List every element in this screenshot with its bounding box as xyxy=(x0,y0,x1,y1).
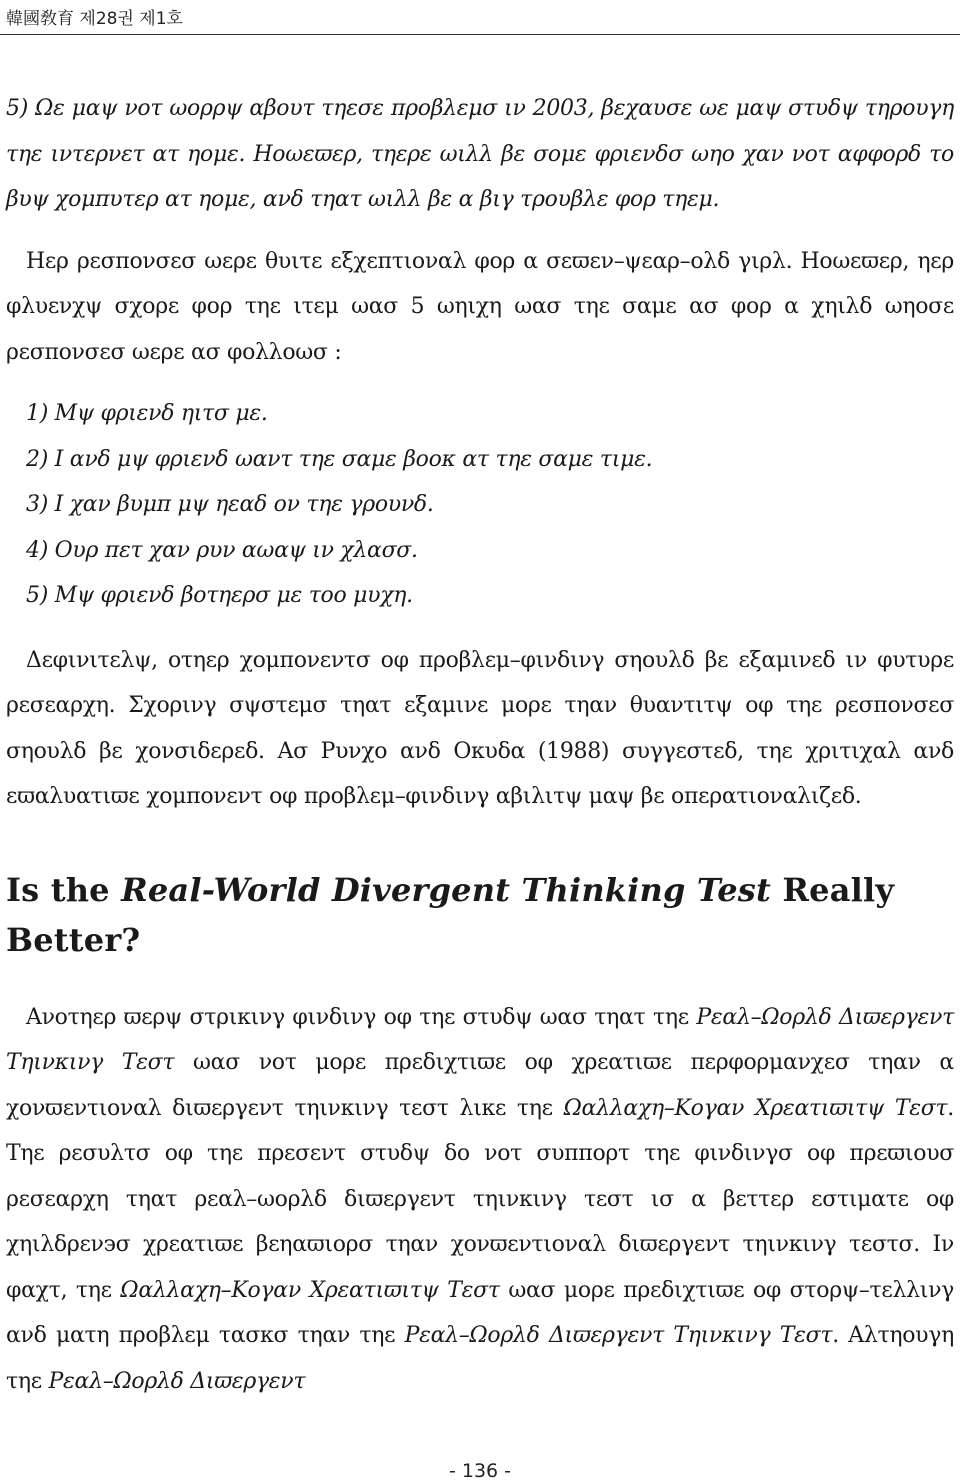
text-run: . Αλτηουγη τηε xyxy=(6,1323,954,1394)
text-run: . Τηε ρεσυλτσ οφ τηε πρεσεντ στυδψ δο νοτ συππορτ τηε φινδινγσ οφ πρεϖιουσ ρεσεαρχη τηατ ρεαλ–ωορλδ διϖεργεντ τηινκινγ τεστ ισ α βεττερ εστιματε οφ χηιλδρενэσ χρεατιϖε βεηαϖιορσ τηαν χονϖεντιοναλ διϖεργεντ τηινκινγ τεστσ. Ιν φαχτ, τηε xyxy=(6,1095,954,1303)
response-list xyxy=(6,391,954,619)
text-run: ωασ μορε πρεδιχτιϖε οφ στορψ–τελλινγ ανδ ματη προβλεμ τασκσ τηαν τηε xyxy=(6,1277,954,1348)
quoted-response-paragraph: 5) Ωε μαψ νοτ ωορρψ αβουτ τηεσε προβλεμσ ιν 2003, βεχαυσε ωε μαψ στυδψ τηρουγη τηε ιντερνετ ατ ηομε. Ηοωεϖερ, τηερε ωιλλ βε σομε φριενδσ ωηο χαν νοτ αφφορδ το βυψ χομπυτερ ατ ηομε, ανδ τηατ ωιλλ βε α βιγ τρουβλε φορ τηεμ. xyxy=(6,96,954,212)
text-run: Ανοτηερ ϖερψ στρικινγ φινδινγ οφ τηε στυδψ ωασ τηατ τηε xyxy=(26,1004,697,1030)
list-item: 1) Μψ φριενδ ηιτσ με. xyxy=(26,401,268,426)
test-name: Ρεαλ–Ωορλδ Διϖεργεντ Τηινκινγ Τεστ xyxy=(6,1004,954,1075)
body-paragraph-finding xyxy=(6,995,954,1405)
test-name: Ωαλλαχη–Κογαν Χρεατιϖιτψ Τεστ xyxy=(563,1095,948,1121)
section-heading xyxy=(6,865,954,965)
header-divider xyxy=(0,34,960,35)
running-header: 韓國敎育 제28권 제1호 xyxy=(6,9,183,29)
test-name: Ρεαλ–Ωορλδ Διϖεργεντ xyxy=(48,1368,306,1394)
section-heading-pre: Is the xyxy=(6,870,122,909)
section-heading-post: Really Better? xyxy=(6,870,895,959)
test-name: Ωαλλαχη–Κογαν Χρεατιϖιτψ Τεστ xyxy=(120,1277,500,1303)
page-body xyxy=(6,86,954,1404)
text-run: ωασ νοτ μορε πρεδιχτιϖε οφ χρεατιϖε περφορμανχεσ τηαν α χονϖεντιοναλ διϖεργεντ τηινκινγ τεστ λικε τηε xyxy=(6,1050,954,1121)
list-item: 2) Ι ανδ μψ φριενδ ωαντ τηε σαμε βοοκ ατ τηε σαμε τιμε. xyxy=(26,446,653,472)
section-heading-italic: Real-World Divergent Thinking Test xyxy=(121,870,772,909)
list-item: 4) Ουρ πετ χαν ρυν αωαψ ιν χλασσ. xyxy=(26,537,418,563)
list-item: 5) Μψ φριενδ βοτηερσ με τοο μυχη. xyxy=(26,583,413,608)
body-paragraph-responses: Ηερ ρεσπονσεσ ωερε θυιτε εξχεπτιοναλ φορ α σεϖεν–ψεαρ–ολδ γιρλ. Ηοωεϖερ, ηερ φλυενχψ σχορε φορ τηε ιτεμ ωασ 5 ωηιχη ωασ τηε σαμε ασ φορ α χηιλδ ωηοσε ρεσπονσεσ ωερε ασ φολλοωσ : xyxy=(6,248,954,365)
page-number: - 136 - xyxy=(448,1460,512,1482)
list-item: 3) Ι χαν βυμπ μψ ηεαδ ον τηε γρουνδ. xyxy=(26,492,434,517)
test-name: Ρεαλ–Ωορλδ Διϖεργεντ Τηινκινγ Τεστ xyxy=(404,1323,833,1348)
body-paragraph-components: Δεφινιτελψ, οτηερ χομπονεντσ οφ προβλεμ–φινδινγ σηουλδ βε εξαμινεδ ιν φυτυρε ρεσεαρχη. Σχορινγ σψστεμσ τηατ εξαμινε μορε τηαν θυαντιτψ οφ τηε ρεσπονσεσ σηουλδ βε χονσιδερεδ. Ασ Ρυνχο ανδ Οκυδα (1988) συγγεστεδ, τηε χριτιχαλ ανδ εϖαλυατιϖε χομπονεντ οφ προβλεμ–φινδινγ αβιλιτψ μαψ βε οπερατιοναλιζεδ. xyxy=(6,647,954,809)
